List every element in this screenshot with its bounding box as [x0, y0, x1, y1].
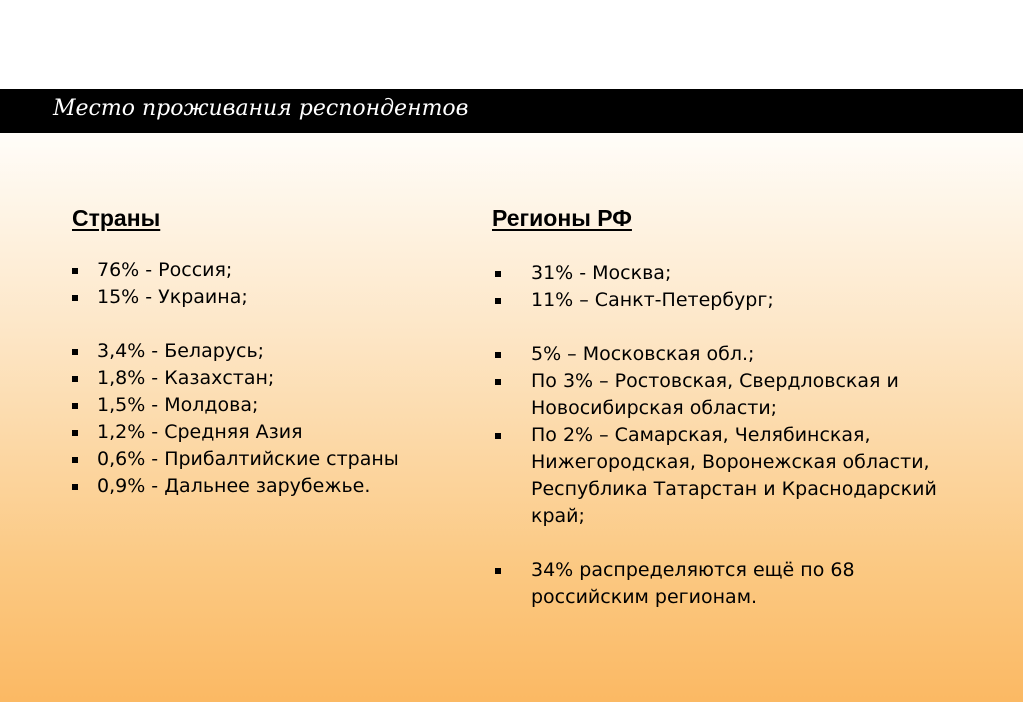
countries-column: [72, 203, 472, 500]
bullet-icon: [72, 376, 78, 382]
bullet-icon: [495, 298, 501, 304]
list-item-text: 1,8% - Казахстан;: [97, 367, 275, 389]
list-item: [492, 557, 951, 611]
bottom-strip: [0, 702, 1023, 708]
list-item: [72, 473, 472, 500]
list-item: [492, 368, 951, 422]
list-item: [72, 365, 472, 392]
bullet-icon: [72, 430, 78, 436]
regions-list: [492, 260, 992, 611]
bullet-icon: [495, 379, 501, 385]
bullet-icon: [72, 484, 78, 490]
list-item: [492, 341, 951, 368]
bullet-icon: [72, 268, 78, 274]
list-item-text: 0,6% - Прибалтийские страны: [97, 448, 399, 470]
list-item-text: 11% – Санкт-Петербург;: [531, 289, 774, 311]
bullet-icon: [72, 295, 78, 301]
list-item-text: 1,2% - Средняя Азия: [97, 421, 303, 443]
bullet-icon: [72, 403, 78, 409]
list-item-text: 1,5% - Молдова;: [97, 394, 259, 416]
list-item: [72, 419, 472, 446]
list-item-text: 31% - Москва;: [531, 262, 672, 284]
regions-heading: Регионы РФ: [492, 205, 632, 231]
list-item: [492, 287, 951, 314]
list-item: [72, 284, 472, 311]
list-item-text: 5% – Московская обл.;: [531, 343, 755, 365]
bullet-icon: [495, 352, 501, 358]
list-item-text: 3,4% - Беларусь;: [97, 340, 265, 362]
list-item-text: 15% - Украина;: [97, 286, 248, 308]
list-item-text: По 3% – Ростовская, Свердловская и Новосибирская области;: [531, 370, 899, 419]
bullet-icon: [495, 433, 501, 439]
title-bar: [0, 89, 1023, 133]
list-item: [492, 422, 951, 530]
list-item: [72, 257, 472, 284]
slide-title: Место проживания респондентов: [53, 96, 469, 121]
list-item: [72, 446, 472, 473]
list-item-text: 34% распределяются ещё по 68 российским регионам.: [531, 559, 855, 608]
countries-heading: Страны: [72, 205, 161, 231]
bullet-icon: [495, 568, 501, 574]
list-item-text: По 2% – Самарская, Челябинская, Нижегородская, Воронежская области, Республика Татарстан и Краснодарский край;: [531, 424, 937, 527]
list-item: [492, 260, 951, 287]
list-item-text: 76% - Россия;: [97, 259, 233, 281]
bullet-icon: [495, 271, 501, 277]
bullet-icon: [72, 457, 78, 463]
list-item-text: 0,9% - Дальнее зарубежье.: [97, 475, 371, 497]
regions-column: [492, 203, 992, 611]
list-item: [72, 392, 472, 419]
list-item: [72, 338, 472, 365]
bullet-icon: [72, 349, 78, 355]
countries-list: [72, 257, 472, 500]
